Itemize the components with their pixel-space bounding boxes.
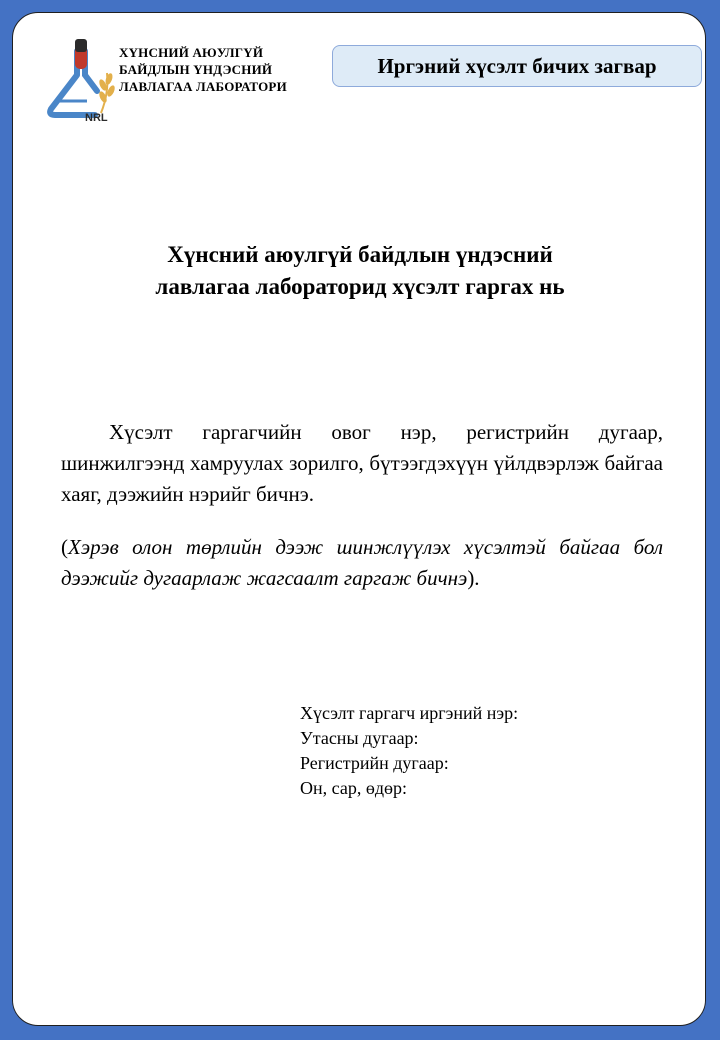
logo-text: NRL	[85, 112, 108, 123]
applicant-fields	[300, 701, 518, 801]
note-open: (	[61, 535, 68, 559]
note-close: ).	[467, 566, 480, 590]
organization-name	[119, 44, 287, 95]
title-line: лавлагаа лабораторид хүсэлт гаргах нь	[155, 274, 565, 299]
field-register-number: Регистрийн дугаар:	[300, 753, 449, 773]
title-line: Хүнсний аюулгүй байдлын үндэсний	[167, 242, 553, 267]
note-paragraph	[61, 532, 663, 594]
org-line: БАЙДЛЫН ҮНДЭСНИЙ	[119, 62, 273, 77]
org-line: ХҮНСНИЙ АЮУЛГҮЙ	[119, 45, 264, 60]
template-banner: Иргэний хүсэлт бичих загвар	[332, 45, 702, 87]
note-text: Хэрэв олон төрлийн дээж шинжлүүлэх хүсэлтэй байгаа бол дээжийг дугаарлаж жагсаалт гаргаж бичнэ	[61, 535, 663, 590]
field-date: Он, сар, өдөр:	[300, 778, 407, 798]
instruction-paragraph: Хүсэлт гаргагчийн овог нэр, регистрийн дугаар, шинжилгээнд хамруулах зорилго, бүтээгдэхүүн үйлдвэрлэж байгаа хаяг, дээжийн нэрийг бичнэ.	[61, 420, 663, 506]
org-line: ЛАВЛАГАА ЛАБОРАТОРИ	[119, 79, 287, 94]
nrl-logo-icon	[37, 31, 121, 123]
document-page	[12, 12, 706, 1026]
field-phone-number: Утасны дугаар:	[300, 728, 419, 748]
field-applicant-name: Хүсэлт гаргагч иргэний нэр:	[300, 703, 519, 723]
document-title	[13, 239, 707, 303]
